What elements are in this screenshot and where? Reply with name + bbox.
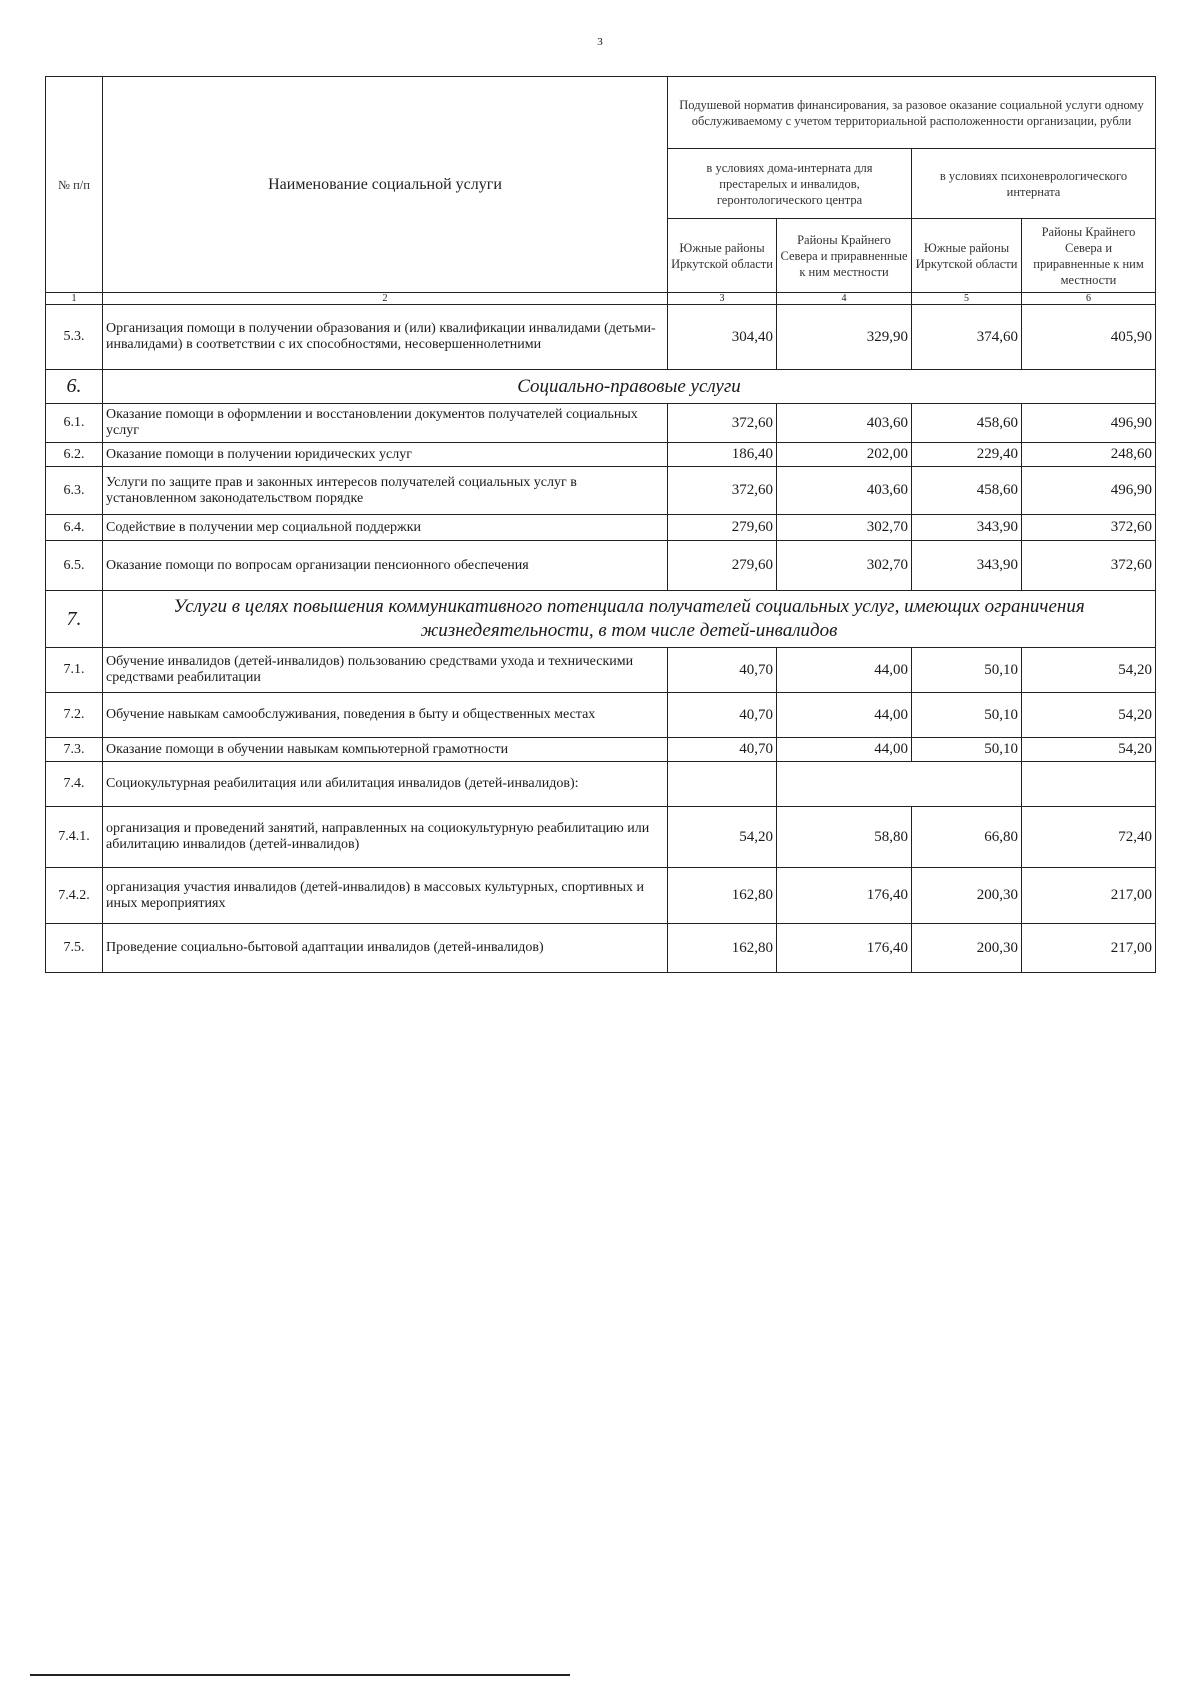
value-north-psycho: 217,00 [1022, 924, 1156, 973]
table-row [46, 404, 1156, 443]
value-south-home: 54,20 [668, 807, 777, 868]
value-north-home: 176,40 [777, 868, 912, 924]
value-north-psycho: 405,90 [1022, 305, 1156, 370]
column-number: 1 [46, 293, 103, 305]
header-south-a: Южные районы Иркутской области [668, 219, 777, 293]
value-south-home: 279,60 [668, 515, 777, 541]
header-south-b: Южные районы Иркутской области [912, 219, 1022, 293]
value-north-psycho: 217,00 [1022, 868, 1156, 924]
value-south-psycho: 458,60 [912, 467, 1022, 515]
section-number: 6. [46, 370, 103, 404]
service-name: Обучение инвалидов (детей-инвалидов) пользованию средствами ухода и техническими средствами реабилитации [103, 648, 668, 693]
row-number: 7.5. [46, 924, 103, 973]
value-north-psycho: 496,90 [1022, 404, 1156, 443]
value-merged [777, 762, 1022, 807]
value-north-home: 44,00 [777, 648, 912, 693]
row-number: 6.2. [46, 443, 103, 467]
service-name: Социокультурная реабилитация или абилитация инвалидов (детей-инвалидов): [103, 762, 668, 807]
row-number: 7.2. [46, 693, 103, 738]
value-north-psycho [1022, 762, 1156, 807]
value-south-psycho: 343,90 [912, 515, 1022, 541]
table-row [46, 807, 1156, 868]
value-north-home: 202,00 [777, 443, 912, 467]
service-name: Проведение социально-бытовой адаптации инвалидов (детей-инвалидов) [103, 924, 668, 973]
row-number: 6.1. [46, 404, 103, 443]
column-number: 6 [1022, 293, 1156, 305]
value-north-home: 329,90 [777, 305, 912, 370]
header-group-psycho: в условиях психоневрологического интерната [912, 149, 1156, 219]
value-south-home: 304,40 [668, 305, 777, 370]
service-name: Оказание помощи в оформлении и восстановлении документов получателей социальных услуг [103, 404, 668, 443]
value-north-psycho: 72,40 [1022, 807, 1156, 868]
value-south-home: 372,60 [668, 467, 777, 515]
value-north-home: 58,80 [777, 807, 912, 868]
section-row [46, 370, 1156, 404]
value-south-home [668, 762, 777, 807]
value-north-home: 403,60 [777, 467, 912, 515]
value-south-home: 40,70 [668, 648, 777, 693]
value-north-psycho: 496,90 [1022, 467, 1156, 515]
service-name: Содействие в получении мер социальной поддержки [103, 515, 668, 541]
value-south-psycho: 229,40 [912, 443, 1022, 467]
service-name: Оказание помощи в обучении навыкам компьютерной грамотности [103, 738, 668, 762]
table-row [46, 443, 1156, 467]
row-number: 7.4.2. [46, 868, 103, 924]
table-row [46, 868, 1156, 924]
row-number: 7.4. [46, 762, 103, 807]
value-north-psycho: 54,20 [1022, 648, 1156, 693]
service-name: Услуги по защите прав и законных интересов получателей социальных услуг в установленном законодательством порядке [103, 467, 668, 515]
header-service-name: Наименование социальной услуги [103, 77, 668, 293]
service-name: Обучение навыкам самообслуживания, поведения в быту и общественных местах [103, 693, 668, 738]
service-name: Оказание помощи в получении юридических услуг [103, 443, 668, 467]
table-row [46, 648, 1156, 693]
value-south-psycho: 50,10 [912, 648, 1022, 693]
row-number: 7.3. [46, 738, 103, 762]
value-north-home: 302,70 [777, 515, 912, 541]
value-south-psycho: 50,10 [912, 693, 1022, 738]
value-north-psycho: 372,60 [1022, 541, 1156, 591]
service-name: организация участия инвалидов (детей-инвалидов) в массовых культурных, спортивных и иных мероприятиях [103, 868, 668, 924]
column-number: 5 [912, 293, 1022, 305]
value-south-home: 279,60 [668, 541, 777, 591]
section-number: 7. [46, 591, 103, 648]
value-south-psycho: 458,60 [912, 404, 1022, 443]
value-north-home: 176,40 [777, 924, 912, 973]
table-row [46, 305, 1156, 370]
tariff-table [45, 76, 1156, 973]
column-number: 3 [668, 293, 777, 305]
value-south-psycho: 200,30 [912, 924, 1022, 973]
table-row [46, 541, 1156, 591]
value-north-psycho: 248,60 [1022, 443, 1156, 467]
footer-rule [30, 1674, 570, 1676]
value-south-home: 40,70 [668, 738, 777, 762]
value-north-psycho: 372,60 [1022, 515, 1156, 541]
table-row [46, 924, 1156, 973]
table-row [46, 515, 1156, 541]
column-number: 2 [103, 293, 668, 305]
value-south-home: 186,40 [668, 443, 777, 467]
value-north-psycho: 54,20 [1022, 693, 1156, 738]
value-south-home: 162,80 [668, 868, 777, 924]
value-south-psycho: 66,80 [912, 807, 1022, 868]
table-row [46, 467, 1156, 515]
row-number: 7.4.1. [46, 807, 103, 868]
table-row [46, 693, 1156, 738]
value-south-home: 40,70 [668, 693, 777, 738]
header-norm: Подушевой норматив финансирования, за разовое оказание социальной услуги одному обслуживаемому с учетом территориальной расположенности организации, рубли [668, 77, 1156, 149]
header-number: № п/п [46, 77, 103, 293]
value-north-home: 403,60 [777, 404, 912, 443]
value-south-home: 372,60 [668, 404, 777, 443]
value-north-home: 44,00 [777, 738, 912, 762]
service-name: Организация помощи в получении образования и (или) квалификации инвалидами (детьми-инвалидами) в соответствии с их способностями, несовершеннолетними [103, 305, 668, 370]
column-number: 4 [777, 293, 912, 305]
value-south-psycho: 374,60 [912, 305, 1022, 370]
header-north-b: Районы Крайнего Севера и приравненные к ним местности [1022, 219, 1156, 293]
service-name: организация и проведений занятий, направленных на социокультурную реабилитацию или абилитацию инвалидов (детей-инвалидов) [103, 807, 668, 868]
row-number: 5.3. [46, 305, 103, 370]
value-south-psycho: 343,90 [912, 541, 1022, 591]
table-row [46, 762, 1156, 807]
section-row [46, 591, 1156, 648]
section-title: Социально-правовые услуги [103, 370, 1156, 404]
row-number: 6.4. [46, 515, 103, 541]
header-north-a: Районы Крайнего Севера и приравненные к ним местности [777, 219, 912, 293]
section-title: Услуги в целях повышения коммуникативного потенциала получателей социальных услуг, имеющих ограничения жизнедеятельности, в том числе детей-инвалидов [103, 591, 1156, 648]
row-number: 7.1. [46, 648, 103, 693]
row-number: 6.5. [46, 541, 103, 591]
value-north-psycho: 54,20 [1022, 738, 1156, 762]
header-group-home: в условиях дома-интерната для престарелых и инвалидов, геронтологического центра [668, 149, 912, 219]
service-name: Оказание помощи по вопросам организации пенсионного обеспечения [103, 541, 668, 591]
value-south-psycho: 50,10 [912, 738, 1022, 762]
value-north-home: 302,70 [777, 541, 912, 591]
value-north-home: 44,00 [777, 693, 912, 738]
row-number: 6.3. [46, 467, 103, 515]
page-number: 3 [597, 36, 603, 48]
value-south-psycho: 200,30 [912, 868, 1022, 924]
value-south-home: 162,80 [668, 924, 777, 973]
table-row [46, 738, 1156, 762]
